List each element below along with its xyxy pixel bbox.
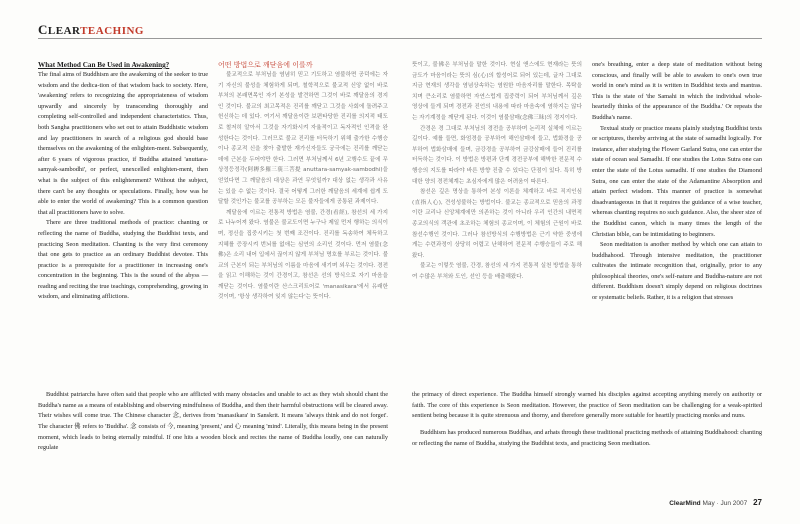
paragraph: 불교는 이렇듯 염불, 간경, 참선의 세 가지 전통적 실천 방법을 통하여 수많은 부처와 도인, 선인 등을 배출해왔다. (412, 263, 582, 280)
paragraph: the primacy of direct experience. The Buddha himself strongly warned his disciples against accepting anything merely on authority or faith. The core of this experience is Seon meditation. However, the practice of Seon meditation can be challenging for a weak-spirited sentient being because it is quite strenuous and thorny, and therefore generally more suitable for heartily practicing monks and nuns. (412, 391, 762, 420)
paragraph: Buddhist patriarchs have often said that people who are afflicted with many obstacles and unable to act as they wish should chant the Buddha's name as a means of establishing and observing mindfulness of Buddha, and then their harmful obstructions will be cleared away. Their wishes will come true. The Chinese character 念, derives from 'manasikara' in Sanskrit. It means 'always think and do not forget'. The character 佛 refers to 'Buddha'. 念 consists of 今, meaning 'present,' and 心 meaning 'mind'. Literally, this means being in the present moment, which leads to being eternally mindful. If one hits a wooden block and recites the name of Buddha loudly, one can naturally regulate (38, 391, 388, 452)
page-number: 27 (753, 498, 762, 507)
section-heading-korean: 어떤 방법으로 깨닫음에 이를까 (218, 61, 313, 69)
column-english-1 (38, 60, 208, 303)
column-korean-2 (412, 60, 582, 282)
footer-brand: ClearMind (669, 500, 701, 507)
paragraph: 참선은 깊은 명상을 통하여 본성 이론을 체계하고 바로 직지인심(直指人心), 견성성불하는 방법이다. 불교는 종교적으로 믿음의 과정이란 교리나 신앙체계에만 의존하는 것이 아니라 우리 인간의 내면적 종교의식의 객관에 초조하는 체험의 종교이며, 이 체험의 근원이 바로 참선수행인 것이다. 그러나 참선방식의 수행방법은 근기 약한 중생에게는 수련과정이 상당히 어렵고 난해하여 전문적 수행승들이 주로 해왔다. (412, 189, 582, 259)
footer-issue: May · Jun 2007 (702, 500, 748, 507)
column-english-2 (592, 60, 762, 304)
section-logo (38, 22, 144, 38)
logo-initial: C (38, 22, 48, 37)
paragraph: The final aims of Buddhism are the awakening of the seeker to true wisdom and the dedica-tion of that wisdom back to society. Here, 'awakening' refers to recognizing the appropriateness of wisdom upwardly and sincerely by transcending thoroughly and completing self-controlled and independent characteristics. Thus, both Sangha practitioners who set out to attain Buddhistic wisdom and lay practitioners in search of a religious god should base themselves on the awakening of the enlighten-ment. Subsequently, after 6 years of vigorous practice, if Buddha attained 'anuttara-samyak-sambodhi', or perfect, unexcelled enlighten-ment, then what is the subject of this enlightenment? Without the subject, there can't be any thoughts or speculations. Finally, how was he able to enter the world of awakening? This is a common question that all practitioners have to solve. (38, 71, 208, 216)
paragraph: Seon meditation is another method by which one can attain to buddhahood. Through intensive meditation, the practitioner cultivates the intimate recognition that, originally, prior to any philosophical theories, one's self-nature and Buddha-nature are not different. Buddhism doesn't simply depend on religious doctrines or systematic beliefs. Rather, it is a religion that stresses (592, 241, 762, 302)
bottom-text-right (412, 384, 762, 456)
paragraph: one's breathing, enter a deep state of meditation without being conscious, and finally will be able to awaken to one's own true world in one's mind as it is written in Buddhist texts and mantras. This is the state of 'the Samahi in which the individual whole-heartedly thinks of the appearance of the Buddha.' Or repeats the Buddha's name. (592, 61, 762, 121)
logo-word-clear: LEAR (47, 25, 81, 37)
paragraph: Textual study or practice means plainly studying Buddhist texts or scriptures, thereby arriving at the state of samadhi logically. For instance, after studying the Flower Garland Sutra, one can enter the state of ocean seal Samadhi. If one studies the Lotus Sutra one can enter the state of the Lotus samadhi. If one studies the Diamond Sutra, one can enter the state of the Adamantine Absorption and attain perfect wisdom. This manner of practice is somewhat disadvantageous in that it requires the guidance of a wise teacher, whereas chanting requires no such guidance. Also, the sheer size of the Buddhist canon, which is many times the length of the Christian bible, can be intimidating to beginners. (592, 124, 762, 238)
paragraph: There are three traditional methods of practice: chanting or reflecting the name of Buddha, studying the Buddhist texts, and practicing Seon meditation. Chanting is the very first ceremony that one gets to practice as an ordinary Buddhist devotee. This practice is a prerequisite for a practitioner in increasing one's concentration in the beginning. This is the sound of the abyss — reading and reciting the true teachings, comprehending, growing in wisdom, and eliminating afflictions. (38, 219, 208, 301)
section-heading-english: What Method Can Be Used in Awakening? (38, 61, 170, 69)
paragraph: 깨달음에 이르는 전통적 방법은 염불, 간경(看經), 참선의 세 가지로 나누어져 왔다. 염불은 불교도이면 누구나 제일 먼저 행하는 의식이며, 정신을 집중시키는 첫 번째 조건이다. 진리를 독송하여 체득하고 지혜를 증장시켜 번뇌를 없애는 심연의 소리인 것이다. 먼저 염불(念佛)은 소리 내어 입에서 끊이지 않게 부처님 명호를 부르는 것이다. 불교의 근본이 되는 부처님의 이름을 마음에 새기며 외우는 것이다. 경전을 읽고 이해하는 것이 간경이고, 참선은 선의 방식으로 자기 마음을 깨닫는 것이다. 염불이란 산스크리트어로 'manasikara'에서 유래한 것이며, '항상 생각하여 잊지 않는다'는 뜻이다. (218, 209, 388, 301)
paragraph: Buddhism has produced numerous Buddhas, and arhats through these traditional practicing methods of attaining Buddhahood: chanting or reflecting the name of Buddha, studying the Buddhist texts, and practicing Seon meditation. (412, 429, 762, 447)
header-divider (38, 38, 762, 39)
paragraph: 불교적으로 부처님을 염념히 믿고 기도하고 염불하면 공덕에는 자기 자신의 불성을 체험하게 되며, 철학적으로 불교적 신앙 없이 바로 부처의 본래면목인 자기 본성을 발견하면 그것이 바로 깨달음의 경지인 것이다. 불교의 최고목적은 진리를 깨닫고 그것을 사회에 돌려주고 헌신하는 데 있다. 여기서 깨달음이란 보편타당한 진리를 의지적 태도로 철저히 알아서 그것을 자기화시켜 자율적이고 독자적인 인격을 완성한다는 것이다. 그러므로 불교 진리를 터득하기 위해 출가한 수행승이나 종교적 신을 찾아 출발한 재가신자들도 궁극에는 진리를 깨닫는 데에 근본을 두어야만 한다. 그러면 부처님께서 6년 고행수도 끝에 무상정등정각(阿耨多羅三藐三菩提 anuttara-samyak-sambodhi)을 얻었다면 그 깨달음의 대상은 과연 무엇일까? 대상 없는 생각과 사유는 있을 수 없는 것이다. 결국 어떻게 그러한 깨달음의 세계에 쉽게 도달할 것인가는 불교를 공부하는 모든 불자들에게 공통된 과제이다. (218, 72, 388, 206)
column-korean-1 (218, 60, 388, 303)
logo-word-teaching: TEACHING (80, 25, 144, 37)
page-footer (669, 498, 762, 507)
bottom-text-left (38, 384, 388, 460)
paragraph: 뜻이고, 불佛은 부처님을 말한 것이다. 현실 앤스에도 현재라는 뜻의 금도가 마음이라는 뜻의 심(心)의 합성어로 되어 있는데, 글자 그대로 지금 현재의 생각을 염념상속하는 염원한 마음자리를 말한다. 목탁을 치며 큰소리로 염불하면 자연스럽게 집중력이 되어 부처님께서 깊은 영상에 들게 되며 경전과 진언의 내용에 따라 마음속에 염하지는 않다는 자기계정을 깨닫게 된다. 이것이 염불삼매(念佛三昧)의 경지이다. (412, 62, 582, 121)
paragraph: 간경은 경 그대로 부처님의 경전을 공부하며 논리적 실체에 이르는 길이다. 예를 들면, 화엄경을 공부하여 해인삼매에 들고, 법화경을 공부하여 법화삼매에 들며, 금강경을 공부하여 금강삼매에 들어 진리를 터득하는 것이다. 이 방법은 방편과 단계 경전공부에 해박한 전문적 수행승의 지도를 따라야 바른 방향 진출 수 있다는 단점이 있다. 특히 방대한 양의 경전체계는 초심자에게 많은 어려움이 따른다. (412, 125, 582, 185)
